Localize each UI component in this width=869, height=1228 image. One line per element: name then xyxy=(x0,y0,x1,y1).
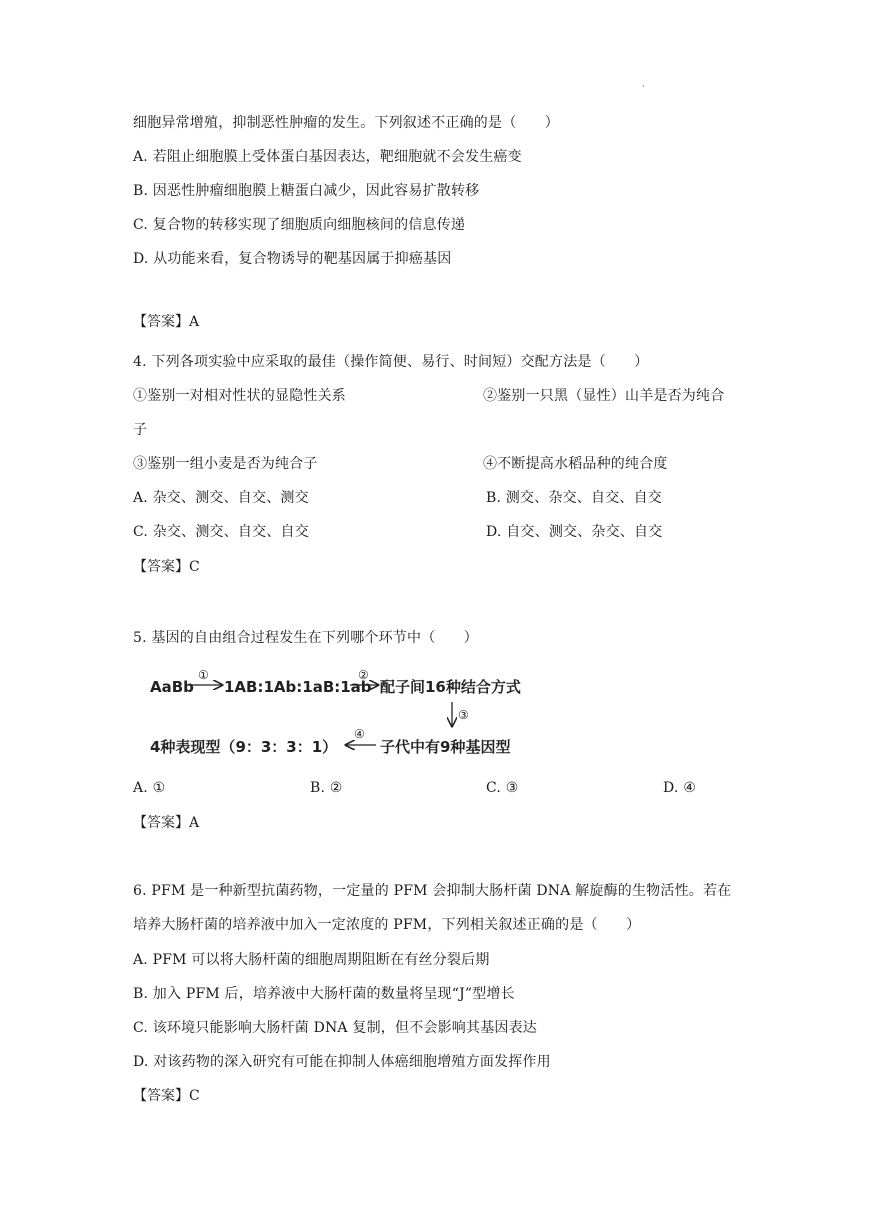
q4-option-b: B. 测交、杂交、自交、自交 xyxy=(486,490,662,506)
phenotypes-label: 4种表现型（9：3：3：1） xyxy=(150,738,338,756)
q4-stem: 4. 下列各项实验中应采取的最佳（操作简便、易行、时间短）交配方法是（ ） xyxy=(133,354,649,370)
q3-option-d: D. 从功能来看，复合物诱导的靶基因属于抑癌基因 xyxy=(133,251,452,267)
step-1-label: ① xyxy=(198,668,209,682)
q6-answer: 【答案】C xyxy=(133,1088,200,1104)
q6-stem-line-1: 6. PFM 是一种新型抗菌药物，一定量的 PFM 会抑制大肠杆菌 DNA 解旋酶的生物活性。若在 xyxy=(133,883,732,899)
q3-option-a: A. 若阻止细胞膜上受体蛋白基因表达，靶细胞就不会发生癌变 xyxy=(133,149,522,165)
q5-option-d: D. ④ xyxy=(663,780,696,796)
q4-item-1: ①鉴别一对相对性状的显隐性关系 xyxy=(133,388,346,404)
q4-item-3: ③鉴别一组小麦是否为纯合子 xyxy=(133,456,318,472)
q4-item-4: ④不断提高水稻品种的纯合度 xyxy=(483,456,668,472)
q4-option-c: C. 杂交、测交、自交、自交 xyxy=(133,524,309,540)
q6-option-d: D. 对该药物的深入研究有可能在抑制人体癌细胞增殖方面发挥作用 xyxy=(133,1054,551,1070)
q4-item-2: ②鉴别一只黑（显性）山羊是否为纯合 xyxy=(483,388,725,404)
genotype-label: AaBb xyxy=(150,678,194,696)
q6-option-a: A. PFM 可以将大肠杆菌的细胞周期阻断在有丝分裂后期 xyxy=(133,952,490,968)
q5-answer: 【答案】A xyxy=(133,815,200,831)
q4-item-2-wrap: 子 xyxy=(133,422,148,438)
q3-stem-tail: 细胞异常增殖，抑制恶性肿瘤的发生。下列叙述不正确的是（ ） xyxy=(133,115,559,131)
q6-stem-line-2: 培养大肠杆菌的培养液中加入一定浓度的 PFM，下列相关叙述正确的是（ ） xyxy=(133,917,641,933)
q5-option-c: C. ③ xyxy=(486,780,519,796)
combos-label: 配子间16种结合方式 xyxy=(380,678,521,696)
q4-answer: 【答案】C xyxy=(133,559,200,575)
q6-option-b: B. 加入 PFM 后，培养液中大肠杆菌的数量将呈现“J”型增长 xyxy=(133,986,515,1002)
gene-combination-diagram xyxy=(140,668,560,768)
q3-answer: 【答案】A xyxy=(133,314,200,330)
q5-option-a: A. ① xyxy=(133,780,166,796)
q5-option-b: B. ② xyxy=(310,780,343,796)
q5-stem: 5. 基因的自由组合过程发生在下列哪个环节中（ ） xyxy=(133,630,479,646)
step-4-label: ④ xyxy=(354,727,365,741)
gametes-label: 1AB:1Ab:1aB:1ab xyxy=(224,678,372,696)
q6-option-c: C. 该环境只能影响大肠杆菌 DNA 复制，但不会影响其基因表达 xyxy=(133,1020,537,1036)
step-2-label: ② xyxy=(358,668,369,682)
offspring-label: 子代中有9种基因型 xyxy=(380,738,511,756)
q3-option-b: B. 因恶性肿瘤细胞膜上糖蛋白减少，因此容易扩散转移 xyxy=(133,183,480,199)
q4-option-a: A. 杂交、测交、自交、测交 xyxy=(133,490,309,506)
header-mark: · xyxy=(642,82,645,91)
q3-option-c: C. 复合物的转移实现了细胞质向细胞核间的信息传递 xyxy=(133,217,466,233)
step-3-label: ③ xyxy=(458,708,469,722)
q4-option-d: D. 自交、测交、杂交、自交 xyxy=(486,524,663,540)
